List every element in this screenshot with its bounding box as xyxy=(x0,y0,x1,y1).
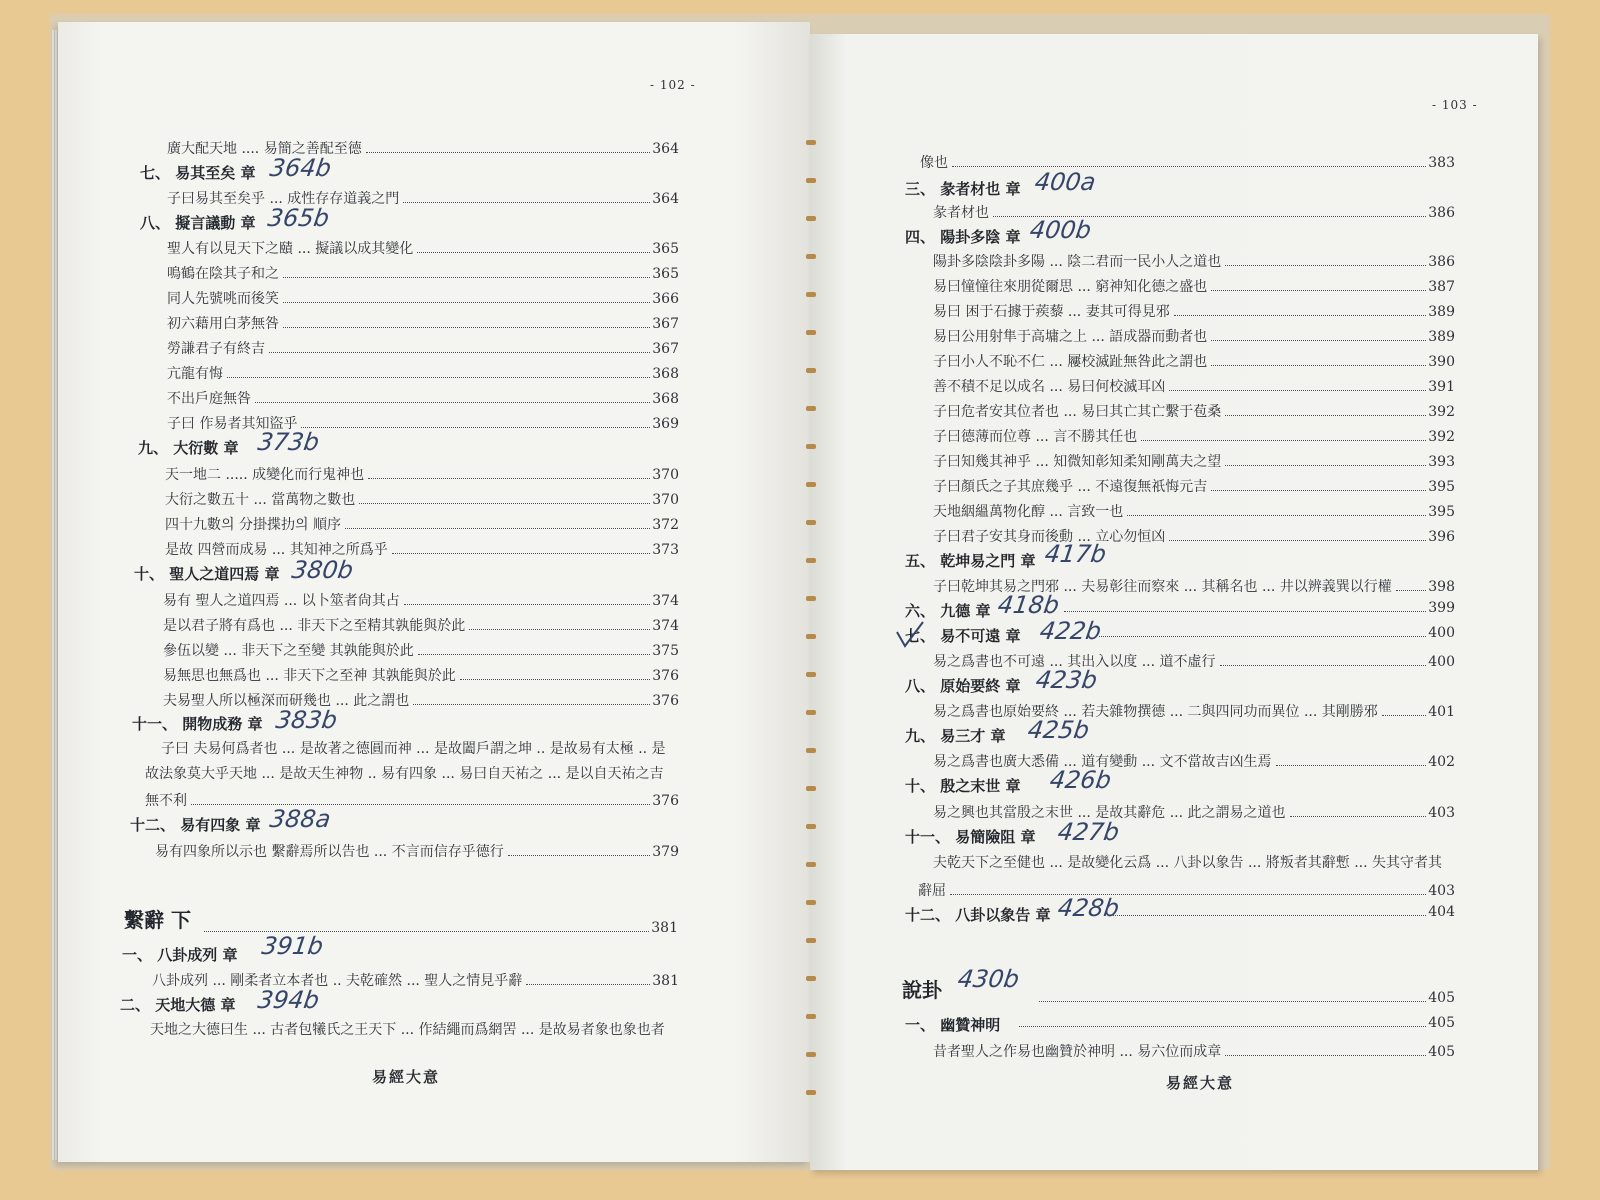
toc-page-number: 403 xyxy=(1428,883,1455,899)
dot-leader xyxy=(1276,765,1427,766)
dot-leader xyxy=(1169,540,1426,541)
toc-entry-title: 子曰德薄而位尊 ... 言不勝其任也 xyxy=(933,429,1138,445)
handwritten-note: 383b xyxy=(274,706,340,734)
toc-entry xyxy=(933,1041,1455,1061)
toc-entry xyxy=(933,202,1455,222)
toc-entry xyxy=(152,970,679,990)
dot-leader xyxy=(1396,590,1427,591)
dot-leader xyxy=(1019,1026,1426,1027)
toc-page-number: 373 xyxy=(652,542,679,558)
toc-page-number: 372 xyxy=(652,517,679,533)
dot-leader xyxy=(1211,490,1426,491)
toc-entry-title: 昔者聖人之作易也幽贊於神明 ... 易六位而成章 xyxy=(933,1044,1222,1060)
stitch xyxy=(806,558,816,563)
dot-leader xyxy=(950,894,1426,895)
chapter-heading: 一、 八卦成列 章 xyxy=(122,946,238,964)
toc-entry xyxy=(165,514,679,534)
stitch xyxy=(806,672,816,677)
chapter-heading: 八、 擬言議動 章 xyxy=(140,214,256,232)
toc-page-number: 365 xyxy=(652,241,679,257)
dot-leader xyxy=(283,327,650,328)
toc-entry xyxy=(167,388,679,408)
toc-entry xyxy=(933,701,1455,721)
toc-entry-title: 大衍之數五十 ... 當萬物之數也 xyxy=(165,492,356,508)
toc-entry xyxy=(167,338,679,358)
dot-leader xyxy=(403,202,650,203)
stitch xyxy=(806,178,816,183)
toc-page-number: 393 xyxy=(1428,454,1455,470)
toc-entry-title: 子曰 作易者其知盜乎 xyxy=(167,416,298,432)
chapter-heading: 十二、 八卦以象告 章 xyxy=(905,906,1051,924)
dot-leader xyxy=(1290,816,1427,817)
toc-entry-title: 子曰顏氏之子其庶幾乎 ... 不遠復無祇悔元吉 xyxy=(933,479,1208,495)
chapter-heading: 十、 殷之末世 章 xyxy=(905,777,1021,795)
dot-leader xyxy=(1220,665,1427,666)
dot-leader xyxy=(1127,515,1426,516)
toc-page-number: 383 xyxy=(1428,155,1455,171)
dot-leader xyxy=(227,377,650,378)
toc-page-number: 390 xyxy=(1428,354,1455,370)
toc-entry-title: 彖者材也 xyxy=(933,205,989,221)
handwritten-note: 430b xyxy=(956,965,1022,993)
toc-page-number: 387 xyxy=(1428,279,1455,295)
toc-entry xyxy=(933,651,1455,671)
toc-entry xyxy=(933,276,1455,296)
stitch xyxy=(806,938,816,943)
left-footer: 易經大意 xyxy=(372,1068,441,1086)
toc-page-number: 376 xyxy=(652,793,679,809)
toc-entry-title: 是以君子將有爲也 ... 非天下之至精其孰能與於此 xyxy=(163,618,466,634)
toc-entry xyxy=(167,263,679,283)
dot-leader xyxy=(368,478,650,479)
toc-entry xyxy=(1105,904,1455,920)
stitch xyxy=(806,1052,816,1057)
dot-leader xyxy=(526,984,650,985)
toc-entry-title: 聖人有以見天下之賾 ... 擬議以成其變化 xyxy=(167,241,414,257)
toc-entry xyxy=(933,251,1455,271)
toc-entry xyxy=(167,138,679,158)
handwritten-note: 423b xyxy=(1034,666,1100,694)
dot-leader xyxy=(366,152,651,153)
toc-page-number: 375 xyxy=(652,643,679,659)
toc-entry xyxy=(933,401,1455,421)
section-heading: 說卦 xyxy=(902,978,942,1002)
toc-page-number: 401 xyxy=(1428,704,1455,720)
toc-entry xyxy=(163,615,679,635)
toc-page-number: 405 xyxy=(1428,1044,1455,1060)
stitch xyxy=(806,330,816,335)
stitch xyxy=(806,216,816,221)
toc-entry xyxy=(165,489,679,509)
toc-entry-title: 陽卦多陰陰卦多陽 ... 陰二君而一民小人之道也 xyxy=(933,254,1222,270)
toc-entry xyxy=(167,313,679,333)
stitch xyxy=(806,482,816,487)
toc-entry xyxy=(933,426,1455,446)
toc-page-number: 370 xyxy=(652,492,679,508)
dot-leader xyxy=(301,427,650,428)
toc-page-number: 376 xyxy=(652,668,679,684)
toc-entry-title: 鳴鶴在陰其子和之 xyxy=(167,266,279,282)
handwritten-note: 417b xyxy=(1043,540,1109,568)
toc-entry-title: 易之興也其當殷之末世 ... 是故其辭危 ... 此之謂易之道也 xyxy=(933,805,1286,821)
toc-entry xyxy=(933,476,1455,496)
toc-entry xyxy=(933,351,1455,371)
toc-page-number: 369 xyxy=(652,416,679,432)
dot-leader xyxy=(1225,1055,1426,1056)
toc-entry-title: 易有四象所以示也 繫辭焉所以告也 ... 不言而信存乎德行 xyxy=(155,844,504,860)
toc-page-number: 395 xyxy=(1428,504,1455,520)
stitch xyxy=(806,140,816,145)
toc-page-number: 396 xyxy=(1428,529,1455,545)
toc-entry xyxy=(155,841,679,861)
toc-entry-title: 勞謙君子有終吉 xyxy=(167,341,265,357)
toc-entry xyxy=(1035,990,1455,1006)
dot-leader xyxy=(191,804,650,805)
toc-entry xyxy=(163,690,679,710)
dot-leader xyxy=(1211,340,1426,341)
chapter-heading: 六、 九德 章 xyxy=(905,602,991,620)
toc-page-number: 367 xyxy=(652,316,679,332)
toc-page-number: 374 xyxy=(652,618,679,634)
toc-entry-title: 易之爲書也不可遠 ... 其出入以度 ... 道不虛行 xyxy=(933,654,1216,670)
toc-entry xyxy=(167,238,679,258)
toc-text: 子曰 夫易何爲者也 ... 是故著之德圓而神 ... 是故闔戶謂之坤 .. 是故易有太極 .. 是 xyxy=(161,741,666,757)
toc-page-number: 365 xyxy=(652,266,679,282)
toc-entry xyxy=(167,188,679,208)
handwritten-note: 380b xyxy=(290,556,356,584)
toc-page-number: 370 xyxy=(652,467,679,483)
toc-entry xyxy=(933,301,1455,321)
toc-entry-title: 像也 xyxy=(920,155,948,171)
toc-text: 夫乾天下之至健也 ... 是故變化云爲 ... 八卦以象告 ... 將叛者其辭慙 ... 失其守者其 xyxy=(933,855,1443,871)
toc-page-number: 374 xyxy=(652,593,679,609)
chapter-heading: 一、 幽贊神明 xyxy=(905,1016,1001,1034)
toc-entry-title: 善不積不足以成名 ... 易曰何校滅耳凶 xyxy=(933,379,1166,395)
dot-leader xyxy=(359,503,650,504)
toc-entry xyxy=(933,751,1455,771)
toc-entry-title: 易曰公用射隼于高墉之上 ... 語成器而動者也 xyxy=(933,329,1208,345)
toc-page-number: 399 xyxy=(1428,600,1455,616)
toc-page-number: 379 xyxy=(652,844,679,860)
stitch xyxy=(806,824,816,829)
chapter-heading: 九、 大衍數 章 xyxy=(138,439,239,457)
checkmark-icon xyxy=(895,620,925,650)
toc-entry-title: 天地絪縕萬物化醇 ... 言致一也 xyxy=(933,504,1124,520)
toc-entry xyxy=(933,326,1455,346)
dot-leader xyxy=(255,402,650,403)
stitch xyxy=(806,1090,816,1095)
toc-entry-title: 易有 聖人之道四焉 ... 以卜筮者尙其占 xyxy=(163,593,400,609)
stitch xyxy=(806,292,816,297)
handwritten-note: 426b xyxy=(1048,766,1114,794)
toc-page-number: 367 xyxy=(652,341,679,357)
toc-page-number: 392 xyxy=(1428,404,1455,420)
toc-entry xyxy=(163,665,679,685)
chapter-heading: 七、 易不可遠 章 xyxy=(905,627,1021,645)
chapter-heading: 五、 乾坤易之門 章 xyxy=(905,552,1036,570)
toc-entry xyxy=(933,501,1455,521)
chapter-heading: 十、 聖人之道四焉 章 xyxy=(134,565,280,583)
toc-entry-title: 易曰 困于石據于蒺藜 ... 妻其可得見邪 xyxy=(933,304,1170,320)
stitch xyxy=(806,520,816,525)
dot-leader xyxy=(1174,315,1427,316)
dot-leader xyxy=(1211,290,1426,291)
right-page-number: - 103 - xyxy=(1432,98,1478,112)
handwritten-note: 427b xyxy=(1056,818,1122,846)
toc-page-number: 391 xyxy=(1428,379,1455,395)
toc-entry xyxy=(920,152,1455,172)
toc-entry xyxy=(165,539,679,559)
toc-entry-title: 子曰知幾其神乎 ... 知微知彰知柔知剛萬夫之望 xyxy=(933,454,1222,470)
left-page-number: - 102 - xyxy=(650,78,696,92)
toc-entry-title: 易之爲書也原始要終 ... 若夫雜物撰德 ... 二與四同功而異位 ... 其剛勝邪 xyxy=(933,704,1378,720)
right-footer: 易經大意 xyxy=(1166,1074,1235,1092)
toc-page-number: 386 xyxy=(1428,254,1455,270)
toc-entry xyxy=(933,376,1455,396)
dot-leader xyxy=(508,855,651,856)
chapter-heading: 十一、 易簡險阻 章 xyxy=(905,828,1036,846)
toc-entry-title: 辭屈 xyxy=(918,883,946,899)
dot-leader xyxy=(1225,465,1426,466)
toc-entry xyxy=(933,802,1455,822)
toc-entry-title: 是故 四營而成易 ... 其知神之所爲乎 xyxy=(165,542,388,558)
toc-entry xyxy=(165,464,679,484)
dot-leader xyxy=(283,277,650,278)
chapter-heading: 四、 陽卦多陰 章 xyxy=(905,228,1021,246)
handwritten-note: 394b xyxy=(256,986,322,1014)
handwritten-note: 428b xyxy=(1056,894,1122,922)
dot-leader xyxy=(1211,365,1426,366)
toc-entry-title: 易之爲書也廣大悉備 ... 道有變動 ... 文不當故吉凶生焉 xyxy=(933,754,1272,770)
toc-entry-title: 同人先號咷而後笑 xyxy=(167,291,279,307)
stitch xyxy=(806,900,816,905)
handwritten-note: 365b xyxy=(266,204,332,232)
handwritten-note: 418b xyxy=(996,591,1062,619)
toc-entry xyxy=(1060,600,1455,616)
handwritten-note: 388a xyxy=(268,805,333,833)
toc-page-number: 405 xyxy=(1428,990,1455,1006)
toc-entry-title: 廣大配天地 .... 易簡之善配至德 xyxy=(167,141,362,157)
stitch xyxy=(806,748,816,753)
stitch xyxy=(806,710,816,715)
dot-leader xyxy=(345,528,650,529)
toc-entry-title: 夫易聖人所以極深而研幾也 ... 此之謂也 xyxy=(163,693,410,709)
toc-entry-title: 子曰危者安其位者也 ... 易曰其亡其亡繫于苞桑 xyxy=(933,404,1222,420)
toc-page-number: 404 xyxy=(1428,904,1455,920)
toc-page-number: 389 xyxy=(1428,329,1455,345)
toc-page-number: 364 xyxy=(652,191,679,207)
toc-entry xyxy=(145,790,679,810)
handwritten-note: 391b xyxy=(260,932,326,960)
toc-entry-title: 子曰乾坤其易之門邪 ... 夫易彰往而察來 ... 其稱名也 ... 井以辨義巽以行權 xyxy=(933,579,1392,595)
toc-page-number: 381 xyxy=(652,973,679,989)
handwritten-note: 373b xyxy=(256,428,322,456)
stitch xyxy=(806,596,816,601)
toc-page-number: 364 xyxy=(652,141,679,157)
toc-page-number: 395 xyxy=(1428,479,1455,495)
toc-entry xyxy=(918,880,1455,900)
toc-entry-title: 八卦成列 ... 剛柔者立本者也 .. 夫乾確然 ... 聖人之情見乎辭 xyxy=(152,973,523,989)
toc-entry xyxy=(933,451,1455,471)
stitch xyxy=(806,634,816,639)
dot-leader xyxy=(1169,390,1426,391)
toc-entry xyxy=(167,413,679,433)
dot-leader xyxy=(413,704,650,705)
handwritten-note: 400a xyxy=(1033,168,1098,196)
toc-entry-title: 無不利 xyxy=(145,793,187,809)
handwritten-note: 400b xyxy=(1028,216,1094,244)
toc-page-number: 405 xyxy=(1428,1015,1455,1031)
toc-entry-title: 易無思也無爲也 ... 非天下之至神 其孰能與於此 xyxy=(163,668,456,684)
dot-leader xyxy=(269,352,650,353)
toc-entry-title: 四十九數의 分掛揲扐의 順序 xyxy=(165,517,341,533)
toc-page-number: 376 xyxy=(652,693,679,709)
toc-entry-title: 參伍以變 ... 非天下之至變 其孰能與於此 xyxy=(163,643,414,659)
dot-leader xyxy=(460,679,651,680)
toc-entry xyxy=(933,526,1455,546)
section-heading: 繫辭 下 xyxy=(124,908,191,932)
toc-entry xyxy=(163,640,679,660)
toc-page-number: 368 xyxy=(652,366,679,382)
toc-page-number: 398 xyxy=(1428,579,1455,595)
dot-leader xyxy=(283,302,650,303)
toc-page-number: 389 xyxy=(1428,304,1455,320)
toc-entry xyxy=(167,363,679,383)
toc-page-number: 392 xyxy=(1428,429,1455,445)
toc-entry xyxy=(167,288,679,308)
dot-leader xyxy=(1225,265,1426,266)
stitch xyxy=(806,444,816,449)
handwritten-note: 425b xyxy=(1026,716,1092,744)
stitch xyxy=(806,368,816,373)
stitch xyxy=(806,786,816,791)
toc-page-number: 400 xyxy=(1428,654,1455,670)
chapter-heading: 三、 彖者材也 章 xyxy=(905,180,1021,198)
dot-leader xyxy=(417,252,650,253)
toc-page-number: 403 xyxy=(1428,805,1455,821)
stitch xyxy=(806,254,816,259)
toc-entry-title: 天一地二 ..... 成變化而行鬼神也 xyxy=(165,467,365,483)
chapter-heading: 八、 原始要終 章 xyxy=(905,677,1021,695)
dot-leader xyxy=(392,553,651,554)
dot-leader xyxy=(469,629,650,630)
toc-entry xyxy=(163,590,679,610)
chapter-heading: 九、 易三才 章 xyxy=(905,727,1006,745)
toc-page-number: 402 xyxy=(1428,754,1455,770)
toc-page-number: 386 xyxy=(1428,205,1455,221)
toc-text: 天地之大德曰生 ... 古者包犧氏之王天下 ... 作結繩而爲網罟 ... 是故易者象也象也者 xyxy=(150,1022,665,1038)
toc-entry-title: 子曰君子安其身而後動 ... 立心勿恒凶 xyxy=(933,529,1166,545)
chapter-heading: 七、 易其至矣 章 xyxy=(140,164,256,182)
handwritten-note: 364b xyxy=(268,154,334,182)
dot-leader xyxy=(1225,415,1426,416)
dot-leader xyxy=(952,166,1426,167)
dot-leader xyxy=(1382,715,1427,716)
chapter-heading: 二、 天地大德 章 xyxy=(120,996,236,1014)
toc-entry-title: 子曰易其至矣乎 ... 成性存存道義之門 xyxy=(167,191,400,207)
toc-entry-title: 子曰小人不恥不仁 ... 屨校滅趾無咎此之謂也 xyxy=(933,354,1208,370)
handwritten-note: 422b xyxy=(1038,617,1104,645)
dot-leader xyxy=(1099,636,1426,637)
toc-entry-title: 易曰憧憧往來朋從爾思 ... 窮神知化德之盛也 xyxy=(933,279,1208,295)
toc-text: 故法象莫大乎天地 ... 是故天生神物 .. 易有四象 ... 易曰自天祐之 ... 是以自天祐之吉 xyxy=(145,766,664,782)
dot-leader xyxy=(1109,915,1426,916)
dot-leader xyxy=(1064,611,1426,612)
chapter-heading: 十一、 開物成務 章 xyxy=(132,715,263,733)
toc-entry xyxy=(1095,625,1455,641)
dot-leader xyxy=(404,604,651,605)
dot-leader xyxy=(1141,440,1426,441)
toc-page-number: 366 xyxy=(652,291,679,307)
chapter-heading: 十二、 易有四象 章 xyxy=(130,816,261,834)
toc-page-number: 368 xyxy=(652,391,679,407)
toc-page-number: 400 xyxy=(1428,625,1455,641)
toc-entry-title: 初六藉用白茅無咎 xyxy=(167,316,279,332)
stitch xyxy=(806,976,816,981)
stitch xyxy=(806,406,816,411)
dot-leader xyxy=(418,654,651,655)
stitch xyxy=(806,862,816,867)
dot-leader xyxy=(1039,1001,1426,1002)
toc-entry-title: 不出戶庭無咎 xyxy=(167,391,251,407)
toc-entry-title: 亢龍有悔 xyxy=(167,366,223,382)
toc-page-number: 381 xyxy=(651,920,678,936)
toc-entry xyxy=(1015,1015,1455,1031)
stitch xyxy=(806,1014,816,1019)
